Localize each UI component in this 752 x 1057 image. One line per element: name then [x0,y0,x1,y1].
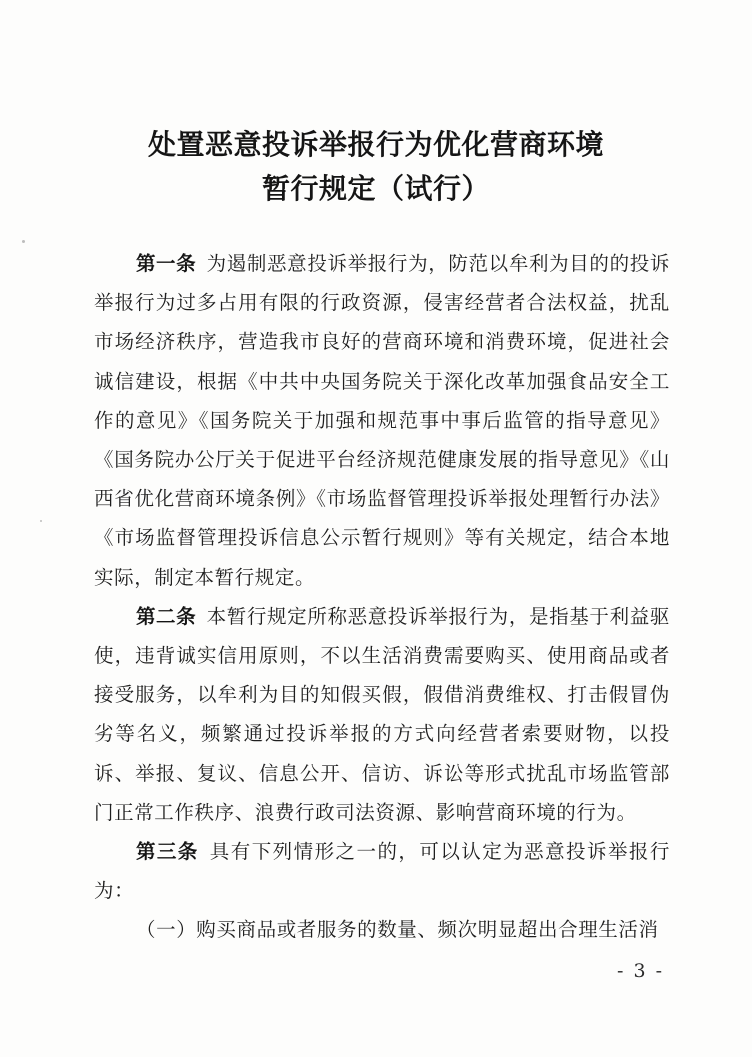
article-2-text: 本暂行规定所称恶意投诉举报行为，是指基于利益驱使，违背诚实信用原则，不以生活消费需要购买、使用商品或者接受服务，以牟利为目的知假买假，假借消费维权、打击假冒伪劣等名义，频繁通过投诉举报的方式向经营者索要财物，以投诉、举报、复议、信息公开、信访、诉讼等形式扰乱市场监管部门正常工作秩序、浪费行政司法资源、影响营商环境的行为。 [94,604,670,824]
article-3 [94,832,670,910]
article-3-item-1 [94,910,670,949]
article-2 [94,597,670,832]
article-2-label: 第二条 [136,604,197,628]
scan-speck [22,240,25,243]
article-1 [94,244,670,597]
article-1-text: 为遏制恶意投诉举报行为，防范以牟利为目的的投诉举报行为过多占用有限的行政资源，侵害经营者合法权益，扰乱市场经济秩序，营造我市良好的营商环境和消费环境，促进社会诚信建设，根据《中共中央国务院关于深化改革加强食品安全工作的意见》《国务院关于加强和规范事中事后监管的指导意见》《国务院办公厅关于促进平台经济规范健康发展的指导意见》《山西省优化营商环境条例》《市场监督管理投诉举报处理暂行办法》《市场监督管理投诉信息公示暂行规则》等有关规定，结合本地实际，制定本暂行规定。 [94,252,670,589]
document-title [0,123,752,211]
page-number: - 3 - [616,960,664,982]
title-line-1: 处置恶意投诉举报行为优化营商环境 [147,128,604,161]
document-body [94,244,670,950]
scan-speck [40,520,42,522]
article-3-text: 具有下列情形之一的，可以认定为恶意投诉举报行为： [94,840,670,903]
article-3-label: 第三条 [136,840,199,864]
article-3-item-1-text: （一）购买商品或者服务的数量、频次明显超出合理生活消 [136,918,659,942]
article-1-label: 第一条 [136,252,197,275]
title-line-2: 暂行规定（试行） [261,172,490,205]
